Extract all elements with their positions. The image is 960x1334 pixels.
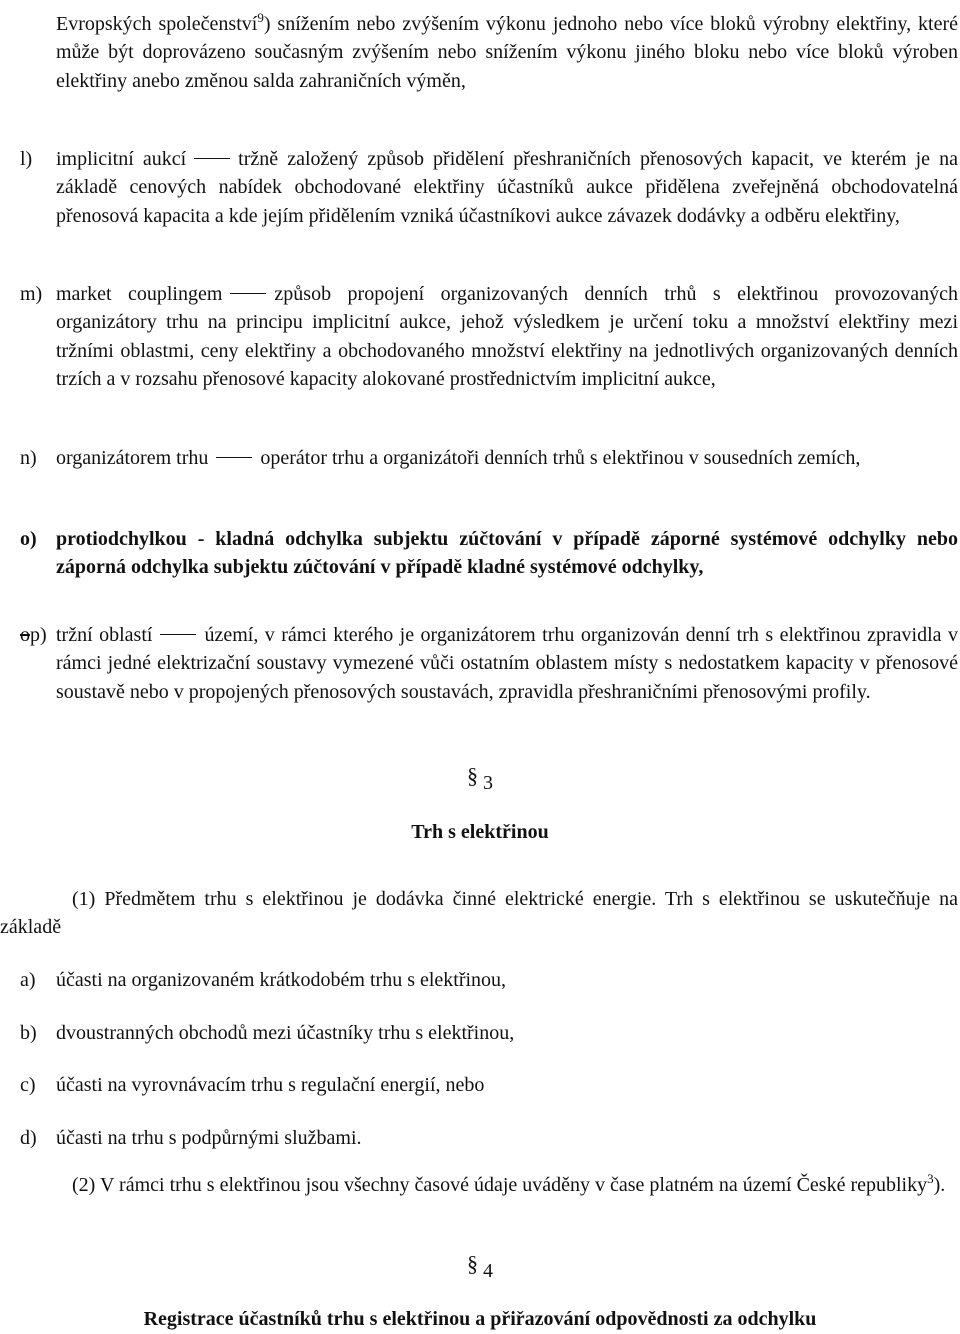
item-text: účasti na organizovaném krátkodobém trhu s elektřinou, <box>56 969 507 991</box>
definition-o <box>20 525 958 582</box>
footnote-ref: 9 <box>257 10 264 25</box>
intro-paragraph <box>56 4 958 95</box>
section-number: 3 <box>483 772 493 794</box>
item-label: d) <box>20 1127 37 1149</box>
definition-text: tržně založený způsob přidělení přeshraničních přenosových kapacit, ve kterém je na základě cenových nabídek obchodované elektřiny účastníků aukce přidělena zveřejněná obchodovatelná přenosová kapacita a kde jejím přidělením vzniká účastníkovi aukce závazek dodávky a odběru elektřiny, <box>56 148 958 227</box>
section-3-paragraph-1: (1) Předmětem trhu s elektřinou je dodávka činné elektrické energie. Trh s elektřinou se uskutečňuje na základě <box>0 888 958 939</box>
item-label: c) <box>20 1074 36 1096</box>
definition-text: protiodchylkou - kladná odchylka subjektu zúčtování v případě záporné systémové odchylky nebo záporná odchylka subjektu zúčtování v případě kladné systémové odchylky, <box>56 528 958 579</box>
section-4-heading <box>0 1248 960 1287</box>
item-text: dvoustranných obchodů mezi účastníky trhu s elektřinou, <box>56 1022 515 1044</box>
section-symbol: § <box>467 763 478 788</box>
definition-text: území, v rámci kterého je organizátorem trhu organizován denní trh s elektřinou zpravidla v rámci jedné elektrizační soustavy vymezené vůči ostatním oblastem místy s nedostatkem kapacity v přenosové soustavě nebo v propojených přenosových soustavách, zpravidla přeshraničními přenosovými profily. <box>56 624 959 703</box>
item-label: n) <box>20 447 37 469</box>
definition-text: operátor trhu a organizátoři denních trhů s elektřinou v sousedních zemích, <box>260 447 861 469</box>
item-label: a) <box>20 969 36 991</box>
item-label: b) <box>20 1022 37 1044</box>
definition-term: organizátorem trhu <box>56 447 209 469</box>
definition-term: implicitní aukcí <box>56 148 187 170</box>
em-dash <box>216 457 252 458</box>
item-label <box>20 621 60 649</box>
struck-label: o <box>20 624 30 646</box>
footnote-ref: 3 <box>927 1171 934 1186</box>
intro-text-continued: ) snížením nebo zvýšením výkonu jednoho nebo více bloků výrobny elektřiny, které může být doprovázeno současným zvýšením nebo snížením výkonu jiného bloku nebo více bloků výroben elektřiny anebo změnou salda zahraničních výměn, <box>56 13 959 92</box>
section-3-paragraph-2 <box>0 1165 958 1199</box>
list-item-c <box>20 1071 484 1099</box>
item-text: účasti na trhu s podpůrnými službami. <box>56 1127 362 1149</box>
definition-p <box>20 621 958 706</box>
list-item-b <box>20 1019 514 1047</box>
section-4-title: Registrace účastníků trhu s elektřinou a přiřazování odpovědnosti za odchylku <box>143 1308 817 1330</box>
intro-text: Evropských společenství <box>56 13 258 35</box>
definition-term: market couplingem <box>56 283 223 305</box>
section-number: 4 <box>483 1260 493 1282</box>
em-dash <box>194 158 230 159</box>
list-item-d <box>20 1124 362 1152</box>
section-3-title: Trh s elektřinou <box>411 821 549 843</box>
item-label: o) <box>20 528 37 550</box>
item-label: m) <box>20 283 43 305</box>
definition-m <box>20 280 958 393</box>
definition-term: tržní oblastí <box>56 624 153 646</box>
list-item-a <box>20 966 506 994</box>
definition-l <box>20 145 958 230</box>
section-symbol: § <box>467 1251 478 1276</box>
em-dash <box>230 293 266 294</box>
item-label: l) <box>20 148 33 170</box>
paragraph-text-end: ). <box>933 1174 946 1196</box>
label-rest: p) <box>30 624 47 646</box>
paragraph-text: (2) V rámci trhu s elektřinou jsou všechny časové údaje uváděny v čase platném na území České republiky <box>72 1174 928 1196</box>
section-3-heading <box>0 760 960 799</box>
definition-n <box>20 444 958 472</box>
definition-text: způsob propojení organizovaných denních trhů s elektřinou provozovaných organizátory trhu na principu implicitní aukce, jehož výsledkem je určení toku a množství elektřiny mezi tržními oblastmi, ceny elektřiny a obchodovaného množství elektřiny na jednotlivých organizovaných denních trzích a v rozsahu přenosové kapacity alokované prostřednictvím implicitní aukce, <box>56 283 959 390</box>
item-text: účasti na vyrovnávacím trhu s regulační energií, nebo <box>56 1074 485 1096</box>
em-dash <box>160 634 196 635</box>
